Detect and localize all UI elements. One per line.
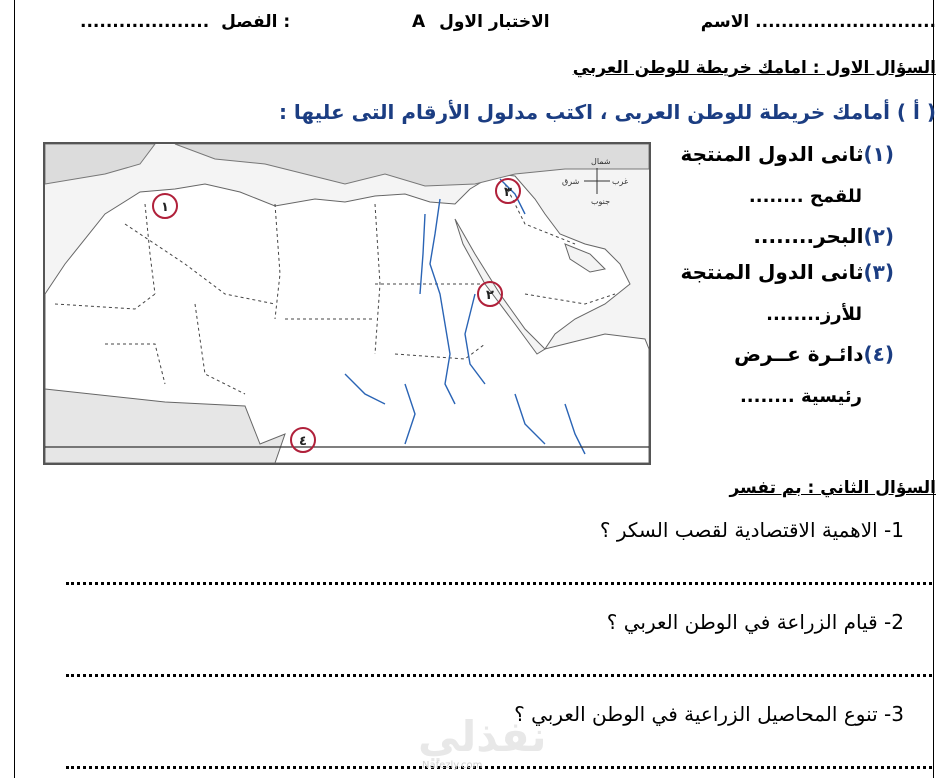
map-item-1-dots: ........ — [748, 186, 804, 207]
exam-title-text: الاختبار الاول — [439, 12, 550, 32]
name-dots: ............................ — [755, 12, 936, 32]
exam-version: A — [412, 12, 426, 32]
question1-instruction: ( أ ) أمامك خريطة للوطن العربى ، اكتب مدلول الأرقام التى عليها : — [278, 100, 936, 124]
map-item-2-text: البحر — [814, 224, 864, 248]
question1-title: السؤال الاول : امامك خريطة للوطن العربي — [572, 58, 936, 78]
compass-north: شمال — [591, 157, 611, 166]
map-item-3-text: ثانى الدول المنتجة — [680, 260, 864, 284]
name-field[interactable] — [701, 12, 936, 32]
arab-world-map — [43, 142, 651, 465]
map-item-2-num: (٢) — [863, 224, 894, 248]
map-marker-2: ٢ — [486, 288, 494, 303]
map-marker-1: ١ — [161, 200, 169, 215]
map-item-4-text: دائـرة عــرض — [734, 342, 864, 366]
map-item-4-num: (٤) — [863, 342, 894, 366]
map-marker-3: ٣ — [504, 185, 512, 200]
exam-title — [412, 12, 550, 32]
map-marker-4: ٤ — [299, 434, 307, 449]
map-item-3 — [680, 260, 894, 284]
name-label: الاسم — [700, 12, 750, 32]
map-item-2-dots: ........ — [753, 224, 815, 248]
answer-line-2[interactable] — [66, 674, 932, 677]
watermark-logo: نفذلي — [418, 712, 547, 761]
map-item-1-num: (١) — [863, 142, 894, 166]
map-item-2[interactable] — [753, 224, 894, 248]
map-item-3-line2[interactable] — [766, 304, 862, 325]
map-item-1-text: ثانى الدول المنتجة — [680, 142, 864, 166]
question2-item-2: 2- قيام الزراعة في الوطن العربي ؟ — [606, 610, 904, 634]
question2-item-1: 1- الاهمية الاقتصادية لقصب السكر ؟ — [599, 518, 904, 542]
map-item-4 — [734, 342, 894, 366]
compass-west: غرب — [612, 177, 629, 186]
answer-line-1[interactable] — [66, 582, 932, 585]
map-item-3-num: (٣) — [863, 260, 894, 284]
map-item-3-dots: ........ — [766, 304, 821, 325]
compass-east: شرق — [562, 177, 580, 186]
map-item-4-line2[interactable] — [740, 386, 862, 407]
map-item-3-text2: للأرز — [820, 304, 862, 325]
answer-line-3[interactable] — [66, 766, 932, 769]
class-dots: .................... — [80, 12, 210, 32]
watermark-url: Nafezly.com — [422, 760, 483, 771]
map-item-4-dots: ........ — [739, 386, 795, 407]
map-item-4-text2: رئيسية — [800, 386, 862, 407]
map-item-1-line2[interactable] — [749, 186, 862, 207]
class-field[interactable] — [80, 12, 290, 32]
question2-title: السؤال الثاني : بم تفسر — [729, 478, 936, 498]
class-label: الفصل : — [221, 12, 291, 32]
compass-south: جنوب — [591, 197, 611, 206]
map-item-1-text2: للقمح — [809, 186, 862, 207]
map-item-1 — [680, 142, 894, 166]
question2-item-3: 3- تنوع المحاصيل الزراعية في الوطن العربي ؟ — [514, 702, 904, 726]
